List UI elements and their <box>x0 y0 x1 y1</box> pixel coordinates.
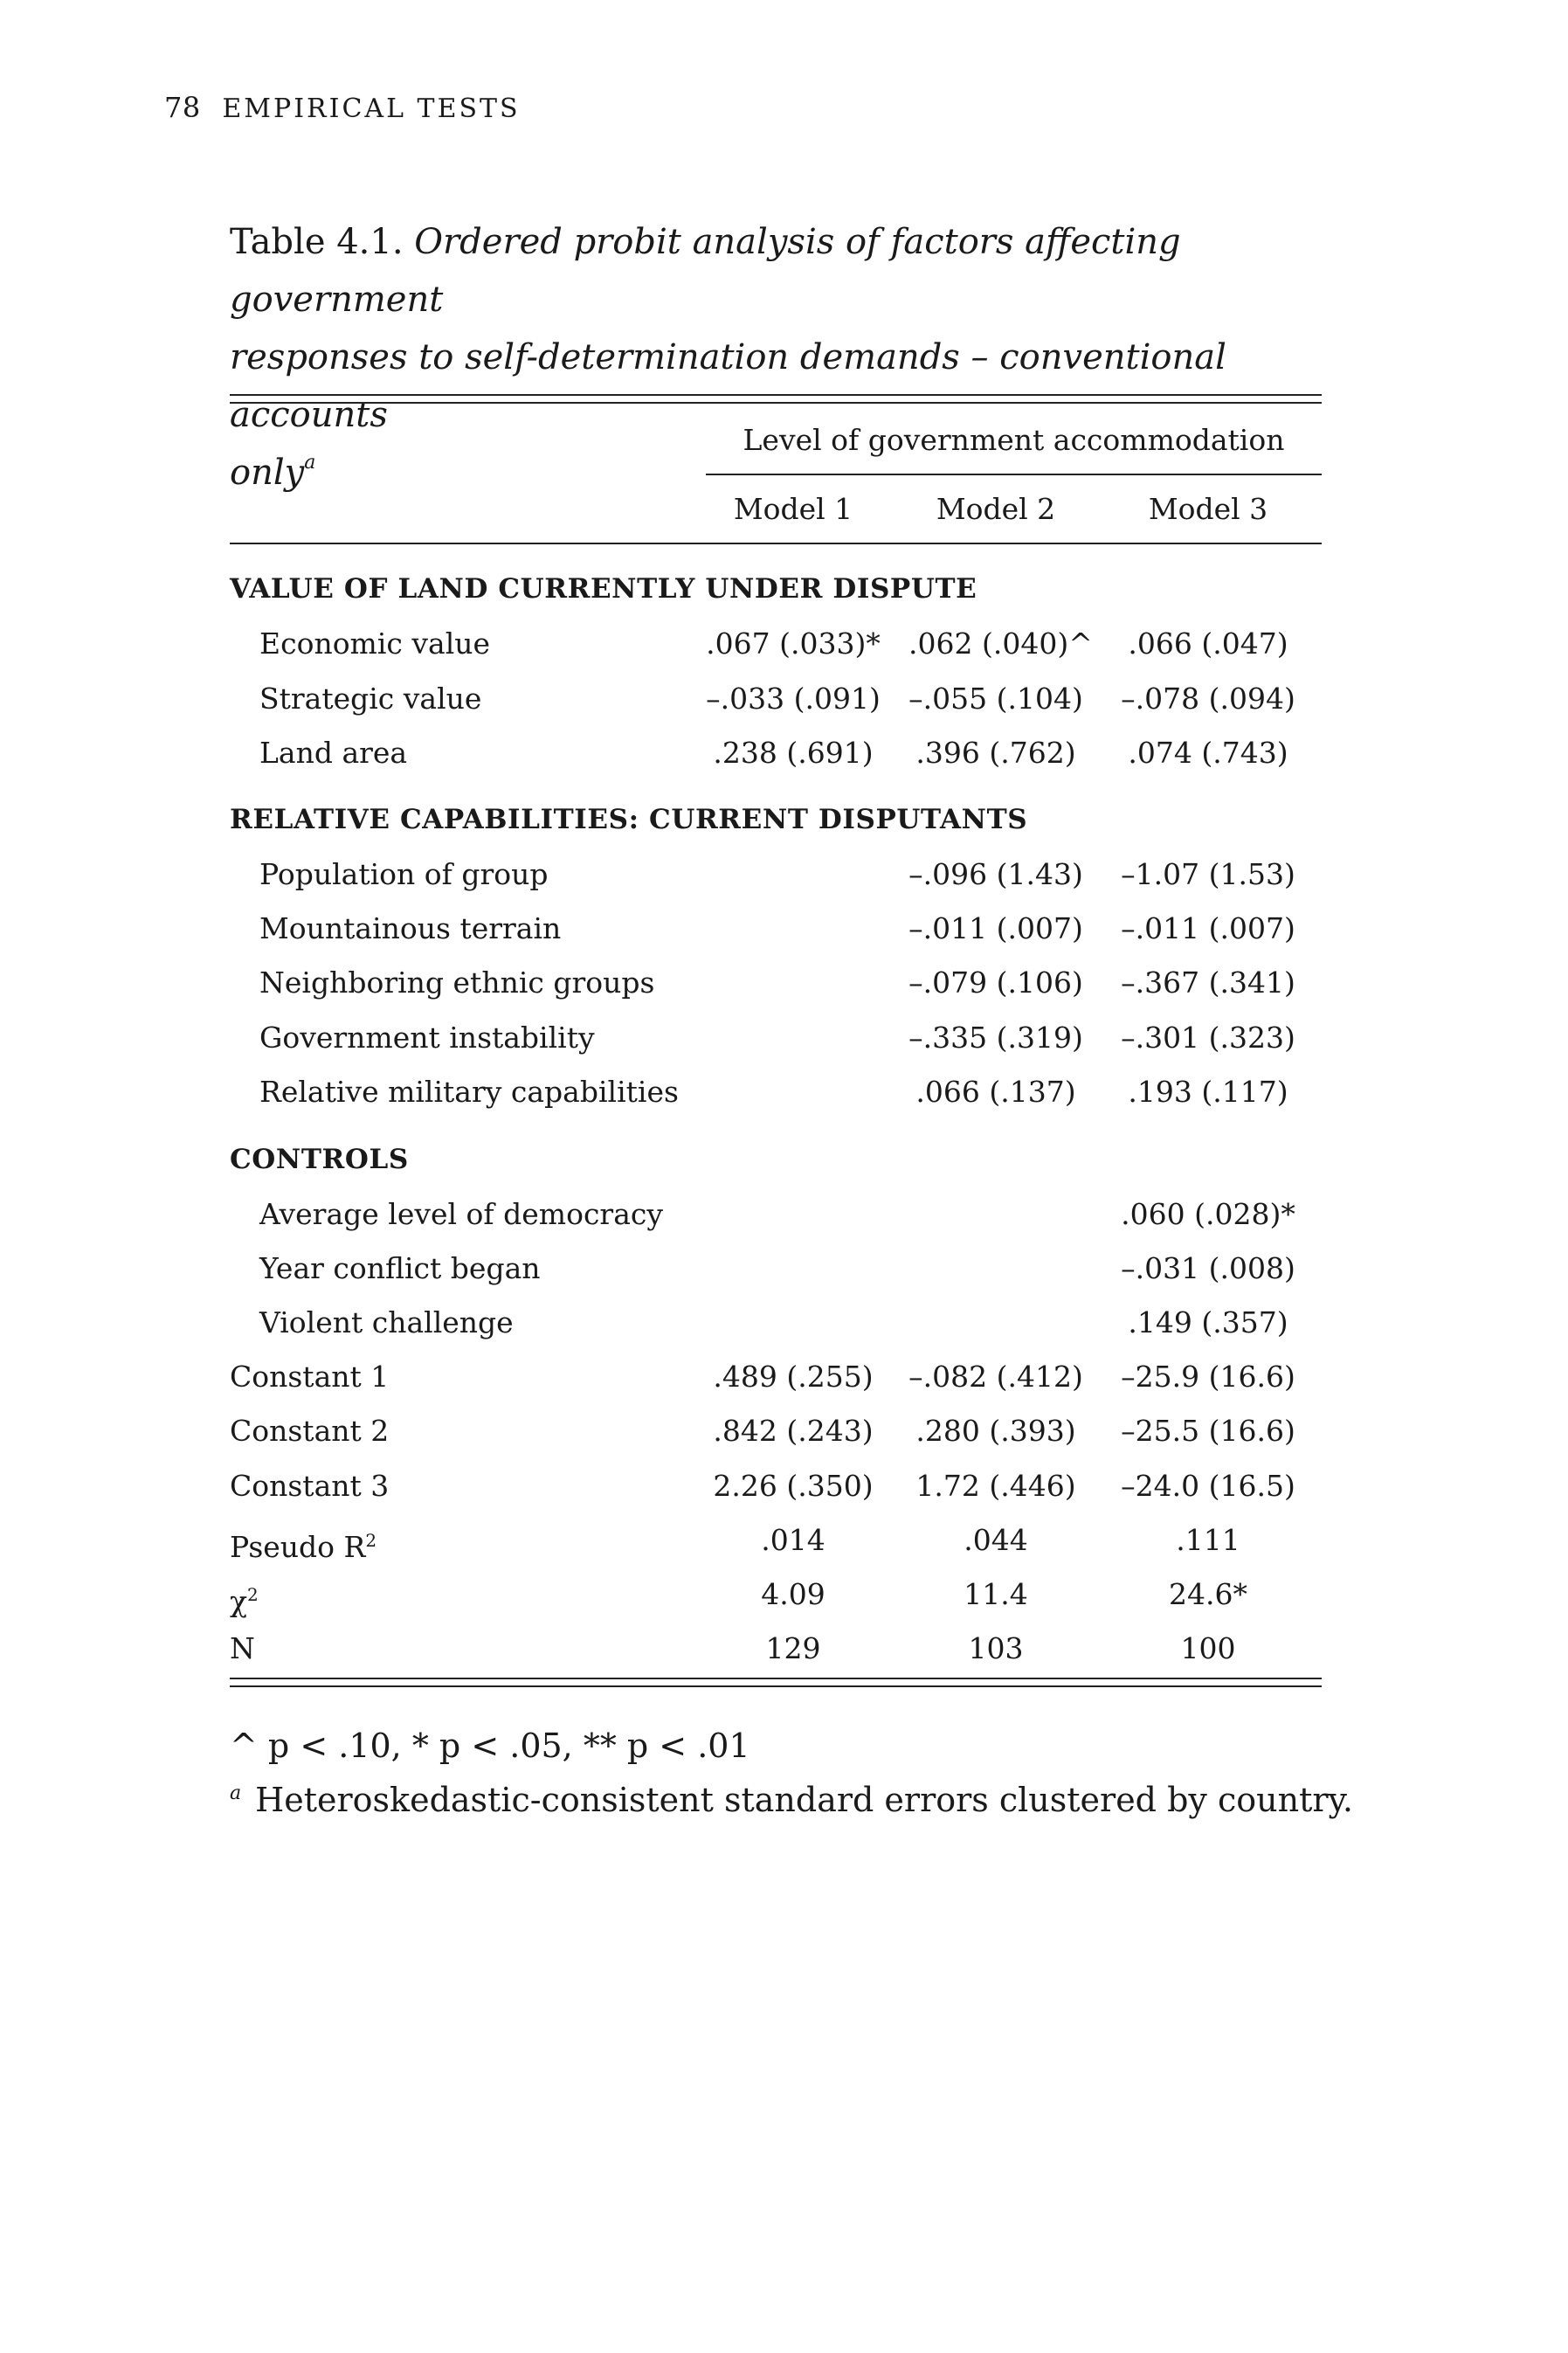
cell-m3: 100 <box>1180 1631 1236 1665</box>
row-label-text: Mountainous terrain <box>259 911 562 945</box>
footnote-mark: a <box>230 1782 242 1804</box>
cell-m1: .238 (.691) <box>713 736 874 770</box>
cell-m3: .074 (.743) <box>1128 736 1288 770</box>
page-number: 78 <box>164 91 201 124</box>
row-label <box>230 1523 376 1565</box>
cell-m2: 103 <box>968 1631 1024 1665</box>
row-label <box>259 911 561 946</box>
header-rule <box>230 543 1322 544</box>
cell-m3: –25.9 (16.6) <box>1121 1360 1295 1394</box>
cell-m3: –25.5 (16.6) <box>1121 1414 1295 1448</box>
footnote-text: Heteroskedastic-consistent standard errors clustered by country. <box>255 1781 1354 1819</box>
row-label-sup: 2 <box>247 1584 259 1605</box>
cell-m2: –.335 (.319) <box>908 1021 1083 1055</box>
cell-m3: –.367 (.341) <box>1121 965 1295 1000</box>
row-label <box>230 1360 389 1394</box>
significance-note: ^ p < .10, * p < .05, ** p < .01 <box>230 1727 750 1765</box>
cell-m2: 1.72 (.446) <box>915 1469 1076 1503</box>
row-label <box>230 1414 389 1449</box>
cell-m3: .066 (.047) <box>1128 626 1288 661</box>
cell-m2: .062 (.040)^ <box>908 626 1093 661</box>
cell-m1: 4.09 <box>761 1577 825 1611</box>
table-label: Table 4.1. <box>230 222 404 262</box>
cell-m3: –1.07 (1.53) <box>1121 857 1295 891</box>
row-label <box>230 1577 259 1619</box>
row-label-text: Constant 2 <box>230 1414 390 1448</box>
cell-m3: .149 (.357) <box>1128 1305 1288 1339</box>
cell-m3: .193 (.117) <box>1128 1075 1288 1109</box>
cell-m3: .060 (.028)* <box>1121 1197 1295 1231</box>
row-label <box>259 1305 514 1340</box>
footnote <box>230 1782 1353 1817</box>
row-label-text: Pseudo R <box>230 1530 366 1564</box>
cell-m3: –.078 (.094) <box>1121 682 1295 716</box>
row-label <box>259 1021 595 1055</box>
caption-footnote-mark: a <box>304 452 316 474</box>
caption-line-1: Ordered probit analysis of factors affecting government <box>230 222 1181 320</box>
row-label <box>259 1197 663 1232</box>
row-label-text: N <box>230 1631 255 1665</box>
section-heading: VALUE OF LAND CURRENTLY UNDER DISPUTE <box>230 573 977 605</box>
row-label <box>259 857 548 892</box>
cell-m1: –.033 (.091) <box>706 682 881 716</box>
row-label <box>259 1075 679 1110</box>
cell-m2: –.096 (1.43) <box>908 857 1083 891</box>
row-label <box>230 1469 389 1504</box>
row-label <box>259 626 490 661</box>
cell-m2: –.011 (.007) <box>908 911 1083 945</box>
cell-m2: .044 <box>964 1523 1028 1557</box>
cell-m1: 129 <box>765 1631 821 1665</box>
cell-m3: 24.6* <box>1169 1577 1247 1611</box>
row-label-text: Year conflict began <box>259 1251 541 1285</box>
cell-m3: –24.0 (16.5) <box>1121 1469 1295 1503</box>
section-heading: CONTROLS <box>230 1144 409 1175</box>
top-rule-1 <box>230 394 1322 396</box>
row-label-text: Neighboring ethnic groups <box>259 965 655 1000</box>
cell-m2: –.055 (.104) <box>908 682 1083 716</box>
cell-m2: .066 (.137) <box>915 1075 1076 1109</box>
row-label-text: Average level of democracy <box>259 1197 663 1231</box>
row-label-text: Violent challenge <box>259 1305 514 1339</box>
top-rule-2 <box>230 402 1322 404</box>
running-head-title: EMPIRICAL TESTS <box>222 93 521 124</box>
col-header-model-1: Model 1 <box>733 492 853 526</box>
cell-m3: –.301 (.323) <box>1121 1021 1295 1055</box>
row-label-text: χ <box>230 1584 247 1618</box>
col-header-model-3: Model 3 <box>1148 492 1268 526</box>
row-label-text: Constant 1 <box>230 1360 390 1394</box>
row-label <box>259 736 407 771</box>
row-label-sup: 2 <box>365 1530 377 1551</box>
cell-m3: –.011 (.007) <box>1121 911 1295 945</box>
cell-m1: .067 (.033)* <box>706 626 881 661</box>
section-heading: RELATIVE CAPABILITIES: CURRENT DISPUTANTS <box>230 804 1028 835</box>
cell-m2: 11.4 <box>964 1577 1028 1611</box>
row-label-text: Constant 3 <box>230 1469 390 1503</box>
col-header-model-2: Model 2 <box>936 492 1056 526</box>
cell-m1: .489 (.255) <box>713 1360 874 1394</box>
running-head <box>164 91 521 124</box>
cell-m2: .396 (.762) <box>915 736 1076 770</box>
row-label-text: Economic value <box>259 626 491 661</box>
row-label-text: Relative military capabilities <box>259 1075 679 1109</box>
row-label <box>259 1251 541 1286</box>
cell-m2: –.079 (.106) <box>908 965 1083 1000</box>
row-label-text: Population of group <box>259 857 549 891</box>
row-label-text: Land area <box>259 736 408 770</box>
caption-line-3: only <box>230 453 305 493</box>
cell-m1: 2.26 (.350) <box>713 1469 874 1503</box>
spanner-rule <box>706 474 1322 475</box>
cell-m2: .280 (.393) <box>915 1414 1076 1448</box>
table-caption <box>230 213 1322 502</box>
row-label-text: Government instability <box>259 1021 595 1055</box>
spanner-header: Level of government accommodation <box>743 423 1285 457</box>
row-label-text: Strategic value <box>259 682 482 716</box>
cell-m3: .111 <box>1176 1523 1240 1557</box>
bottom-rule-1 <box>230 1678 1322 1679</box>
row-label <box>230 1631 255 1666</box>
row-label <box>259 965 654 1000</box>
cell-m1: .842 (.243) <box>713 1414 874 1448</box>
cell-m1: .014 <box>761 1523 825 1557</box>
row-label <box>259 682 481 716</box>
cell-m3: –.031 (.008) <box>1121 1251 1295 1285</box>
bottom-rule-2 <box>230 1685 1322 1687</box>
cell-m2: –.082 (.412) <box>908 1360 1083 1394</box>
caption-line-2: responses to self-determination demands – conventional accounts <box>230 337 1226 435</box>
